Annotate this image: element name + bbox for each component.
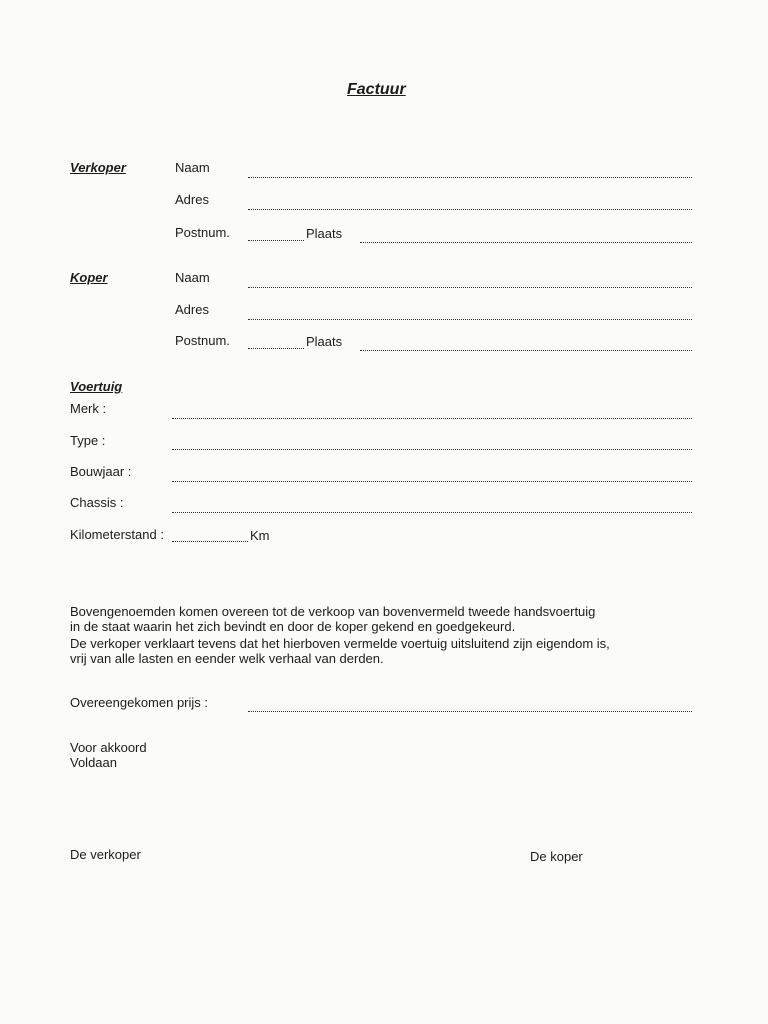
bouwjaar-field[interactable]	[172, 481, 692, 482]
type-field[interactable]	[172, 449, 692, 450]
koper-adres-label: Adres	[175, 302, 209, 317]
koper-plaats-field[interactable]	[360, 350, 692, 351]
statement-line-1: Bovengenoemden komen overeen tot de verkoop van bovenvermeld tweede handsvoertuig	[70, 604, 596, 619]
koper-plaats-label: Plaats	[306, 334, 343, 349]
verkoper-naam-label: Naam	[175, 160, 210, 175]
kilometerstand-label: Kilometerstand :	[70, 527, 164, 542]
verkoper-heading: Verkoper	[70, 160, 126, 175]
verkoper-postnum-label: Postnum.	[175, 225, 230, 240]
price-field[interactable]	[248, 711, 692, 712]
verkoper-postnum-field[interactable]	[248, 240, 304, 241]
verkoper-adres-field[interactable]	[248, 209, 692, 210]
koper-adres-field[interactable]	[248, 319, 692, 320]
signature-koper-label: De koper	[530, 849, 583, 864]
voor-akkoord-text: Voor akkoord	[70, 740, 147, 755]
verkoper-naam-field[interactable]	[248, 177, 692, 178]
chassis-field[interactable]	[172, 512, 692, 513]
kilometerstand-field[interactable]	[172, 541, 248, 542]
koper-heading: Koper	[70, 270, 108, 285]
verkoper-plaats-label: Plaats	[306, 226, 343, 241]
km-unit-label: Km	[250, 528, 270, 543]
verkoper-plaats-field[interactable]	[360, 242, 692, 243]
koper-naam-label: Naam	[175, 270, 210, 285]
chassis-label: Chassis :	[70, 495, 124, 510]
page-title: Factuur	[347, 81, 406, 98]
statement-line-2: in de staat waarin het zich bevindt en door de koper gekend en goedgekeurd.	[70, 619, 516, 634]
voertuig-heading: Voertuig	[70, 379, 123, 394]
price-label: Overeengekomen prijs :	[70, 695, 209, 710]
merk-label: Merk :	[70, 401, 107, 416]
verkoper-adres-label: Adres	[175, 192, 209, 207]
koper-naam-field[interactable]	[248, 287, 692, 288]
merk-field[interactable]	[172, 418, 692, 419]
koper-postnum-label: Postnum.	[175, 333, 230, 348]
signature-verkoper-label: De verkoper	[70, 847, 141, 862]
statement-line-4: vrij van alle lasten en eender welk verhaal van derden.	[70, 651, 384, 666]
bouwjaar-label: Bouwjaar :	[70, 464, 132, 479]
voldaan-text: Voldaan	[70, 755, 117, 770]
type-label: Type :	[70, 433, 106, 448]
koper-postnum-field[interactable]	[248, 348, 304, 349]
statement-line-3: De verkoper verklaart tevens dat het hierboven vermelde voertuig uitsluitend zijn eigendom is,	[70, 636, 610, 651]
